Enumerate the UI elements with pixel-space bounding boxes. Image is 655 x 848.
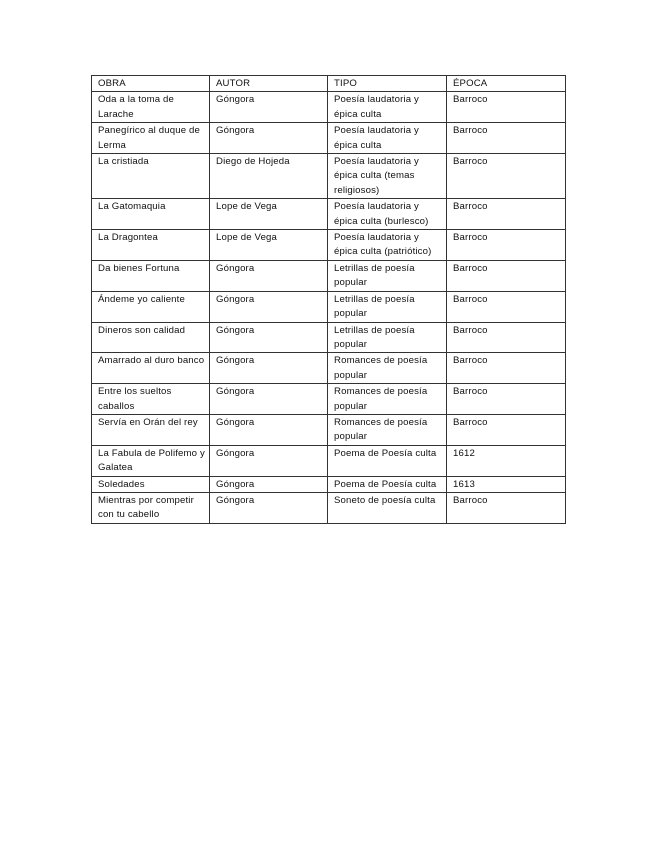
cell-obra: Amarrado al duro banco [92, 353, 210, 384]
cell-epoca: Barroco [447, 199, 566, 230]
cell-tipo: Romances de poesía popular [328, 414, 447, 445]
cell-epoca: Barroco [447, 291, 566, 322]
cell-epoca: Barroco [447, 92, 566, 123]
cell-autor: Góngora [210, 476, 328, 492]
table-row [92, 414, 566, 445]
cell-tipo: Letrillas de poesía popular [328, 322, 447, 353]
cell-tipo: Soneto de poesía culta [328, 492, 447, 523]
cell-tipo: Poesía laudatoria y épica culta [328, 123, 447, 154]
cell-epoca: Barroco [447, 414, 566, 445]
cell-obra: Panegírico al duque de Lerma [92, 123, 210, 154]
cell-tipo: Romances de poesía popular [328, 384, 447, 415]
cell-autor: Góngora [210, 353, 328, 384]
cell-epoca: 1612 [447, 445, 566, 476]
cell-epoca: Barroco [447, 154, 566, 199]
cell-autor: Góngora [210, 291, 328, 322]
cell-epoca: 1613 [447, 476, 566, 492]
header-autor: AUTOR [210, 76, 328, 92]
table-row [92, 492, 566, 523]
cell-epoca: Barroco [447, 260, 566, 291]
cell-tipo: Letrillas de poesía popular [328, 260, 447, 291]
cell-obra: Entre los sueltos caballos [92, 384, 210, 415]
cell-obra: Oda a la toma de Larache [92, 92, 210, 123]
cell-obra: La cristiada [92, 154, 210, 199]
cell-tipo: Letrillas de poesía popular [328, 291, 447, 322]
cell-epoca: Barroco [447, 123, 566, 154]
table-row [92, 322, 566, 353]
header-tipo: TIPO [328, 76, 447, 92]
cell-autor: Góngora [210, 384, 328, 415]
cell-obra: Mientras por competir con tu cabello [92, 492, 210, 523]
cell-autor: Góngora [210, 414, 328, 445]
cell-tipo: Poesía laudatoria y épica culta (patriótico) [328, 230, 447, 261]
works-table [91, 75, 566, 524]
cell-obra: Ándeme yo caliente [92, 291, 210, 322]
cell-obra: Da bienes Fortuna [92, 260, 210, 291]
table-row [92, 92, 566, 123]
cell-tipo: Poema de Poesía culta [328, 445, 447, 476]
cell-obra: Soledades [92, 476, 210, 492]
cell-autor: Góngora [210, 445, 328, 476]
cell-epoca: Barroco [447, 384, 566, 415]
table-row [92, 445, 566, 476]
table-body [92, 92, 566, 523]
cell-epoca: Barroco [447, 353, 566, 384]
cell-obra: La Gatomaquia [92, 199, 210, 230]
cell-autor: Góngora [210, 492, 328, 523]
cell-autor: Diego de Hojeda [210, 154, 328, 199]
cell-tipo: Poema de Poesía culta [328, 476, 447, 492]
cell-autor: Góngora [210, 322, 328, 353]
header-row [92, 76, 566, 92]
table-row [92, 199, 566, 230]
table-row [92, 154, 566, 199]
table-row [92, 353, 566, 384]
table-row [92, 476, 566, 492]
header-epoca: ÉPOCA [447, 76, 566, 92]
cell-tipo: Poesía laudatoria y épica culta (burlesco) [328, 199, 447, 230]
cell-autor: Góngora [210, 123, 328, 154]
cell-obra: Dineros son calidad [92, 322, 210, 353]
cell-tipo: Poesía laudatoria y épica culta [328, 92, 447, 123]
table-row [92, 123, 566, 154]
cell-obra: Servía en Orán del rey [92, 414, 210, 445]
cell-autor: Góngora [210, 260, 328, 291]
cell-epoca: Barroco [447, 230, 566, 261]
cell-tipo: Poesía laudatoria y épica culta (temas religiosos) [328, 154, 447, 199]
cell-epoca: Barroco [447, 322, 566, 353]
table-row [92, 260, 566, 291]
cell-autor: Góngora [210, 92, 328, 123]
table-row [92, 291, 566, 322]
cell-autor: Lope de Vega [210, 230, 328, 261]
cell-tipo: Romances de poesía popular [328, 353, 447, 384]
table-row [92, 230, 566, 261]
table-header [92, 76, 566, 92]
cell-obra: La Dragontea [92, 230, 210, 261]
cell-obra: La Fabula de Polifemo y Galatea [92, 445, 210, 476]
table-row [92, 384, 566, 415]
cell-autor: Lope de Vega [210, 199, 328, 230]
cell-epoca: Barroco [447, 492, 566, 523]
header-obra: OBRA [92, 76, 210, 92]
